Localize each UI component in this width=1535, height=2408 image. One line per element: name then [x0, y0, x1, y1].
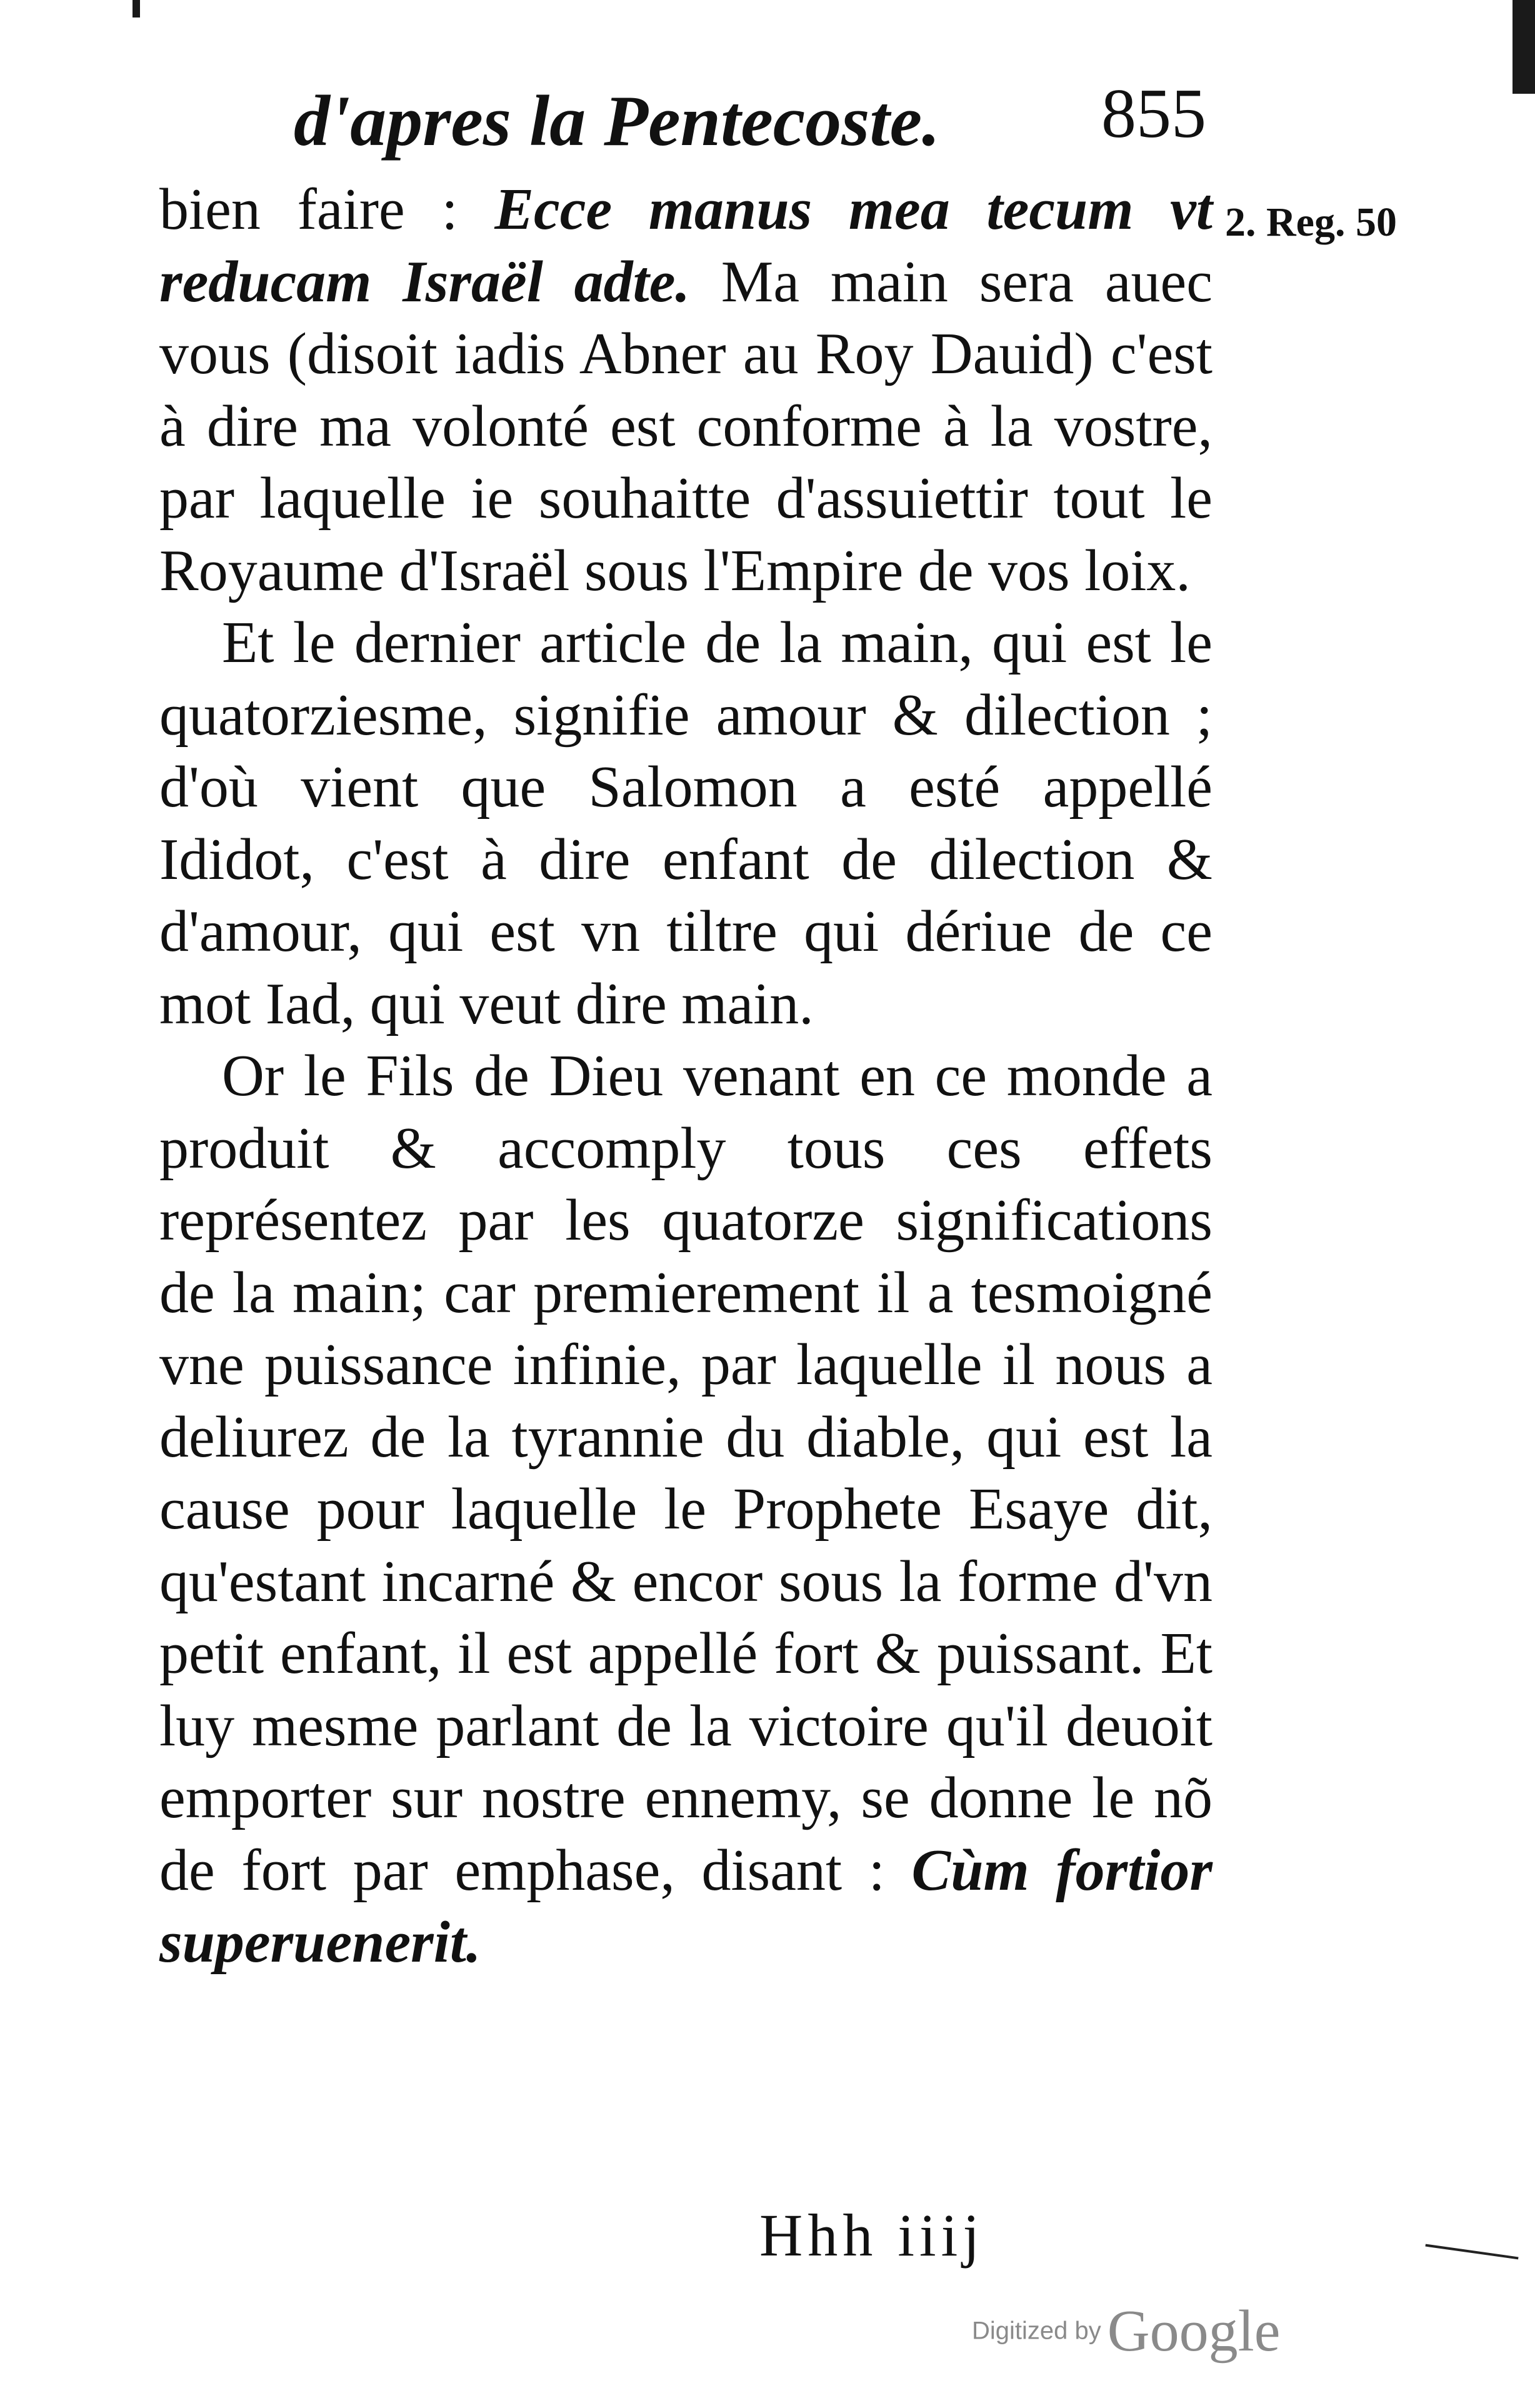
page-edge-mark [132, 0, 140, 18]
paragraph-1 [159, 174, 1212, 607]
paragraph-1-rest: Ma main sera auec vous (disoit iadis Abner au Roy Dauid) c'est à dire ma volonté est conforme à la vostre, par laquelle ie souhaitte d'assuiettir tout le Royaume d'Israël sous l'Empire de vos loix. [159, 249, 1213, 603]
signature-mark: Hhh iiij [759, 2202, 985, 2269]
paragraph-2: Et le dernier article de la main, qui est le quatorziesme, signifie amour & dilection ; d'où vient que Salomon a esté appellé Ididot, c'est à dire enfant de dilection & d'amour, qui est vn tiltre qui dériue de ce mot Iad, qui veut dire main. [159, 610, 1212, 1036]
paragraph-3 [159, 1040, 1212, 1979]
paragraph-1-start: bien faire : [159, 177, 495, 242]
body-text [159, 174, 1212, 1979]
page-edge-shadow [1512, 0, 1535, 94]
page-number: 855 [1101, 75, 1206, 153]
latin-quotation: Ecce manus mea tecum vt reducam Israël adte. [159, 177, 1213, 314]
digitized-by-label: Digitized by [972, 2317, 1101, 2345]
running-title: d'apres la Pentecoste. [294, 81, 941, 161]
digitized-watermark [972, 2297, 1281, 2365]
paragraph-3-text: Or le Fils de Dieu venant en ce monde a produit & accomply tous ces effets représentez par les quatorze significations de la main; car premierement il a tesmoigné vne puissance infinie, par laquelle il nous a deliurez de la tyrannie du diable, qui est la cause pour laquelle le Prophete Esaye dit, qu'estant incarné & encor sous la forme d'vn petit enfant, il est appellé fort & puissant. Et luy mesme parlant de la victoire qu'il deuoit emporter sur nostre ennemy, se donne le nõ de fort par emphase, disant : [159, 1043, 1212, 1903]
google-logo: Google [1107, 2299, 1281, 2364]
page-header [169, 74, 1206, 168]
scan-stroke [1425, 2244, 1518, 2260]
margin-reference: 2. Reg. 50 [1225, 199, 1397, 245]
latin-quotation-closing: Cùm fortior superuenerit. [159, 1837, 1212, 1975]
